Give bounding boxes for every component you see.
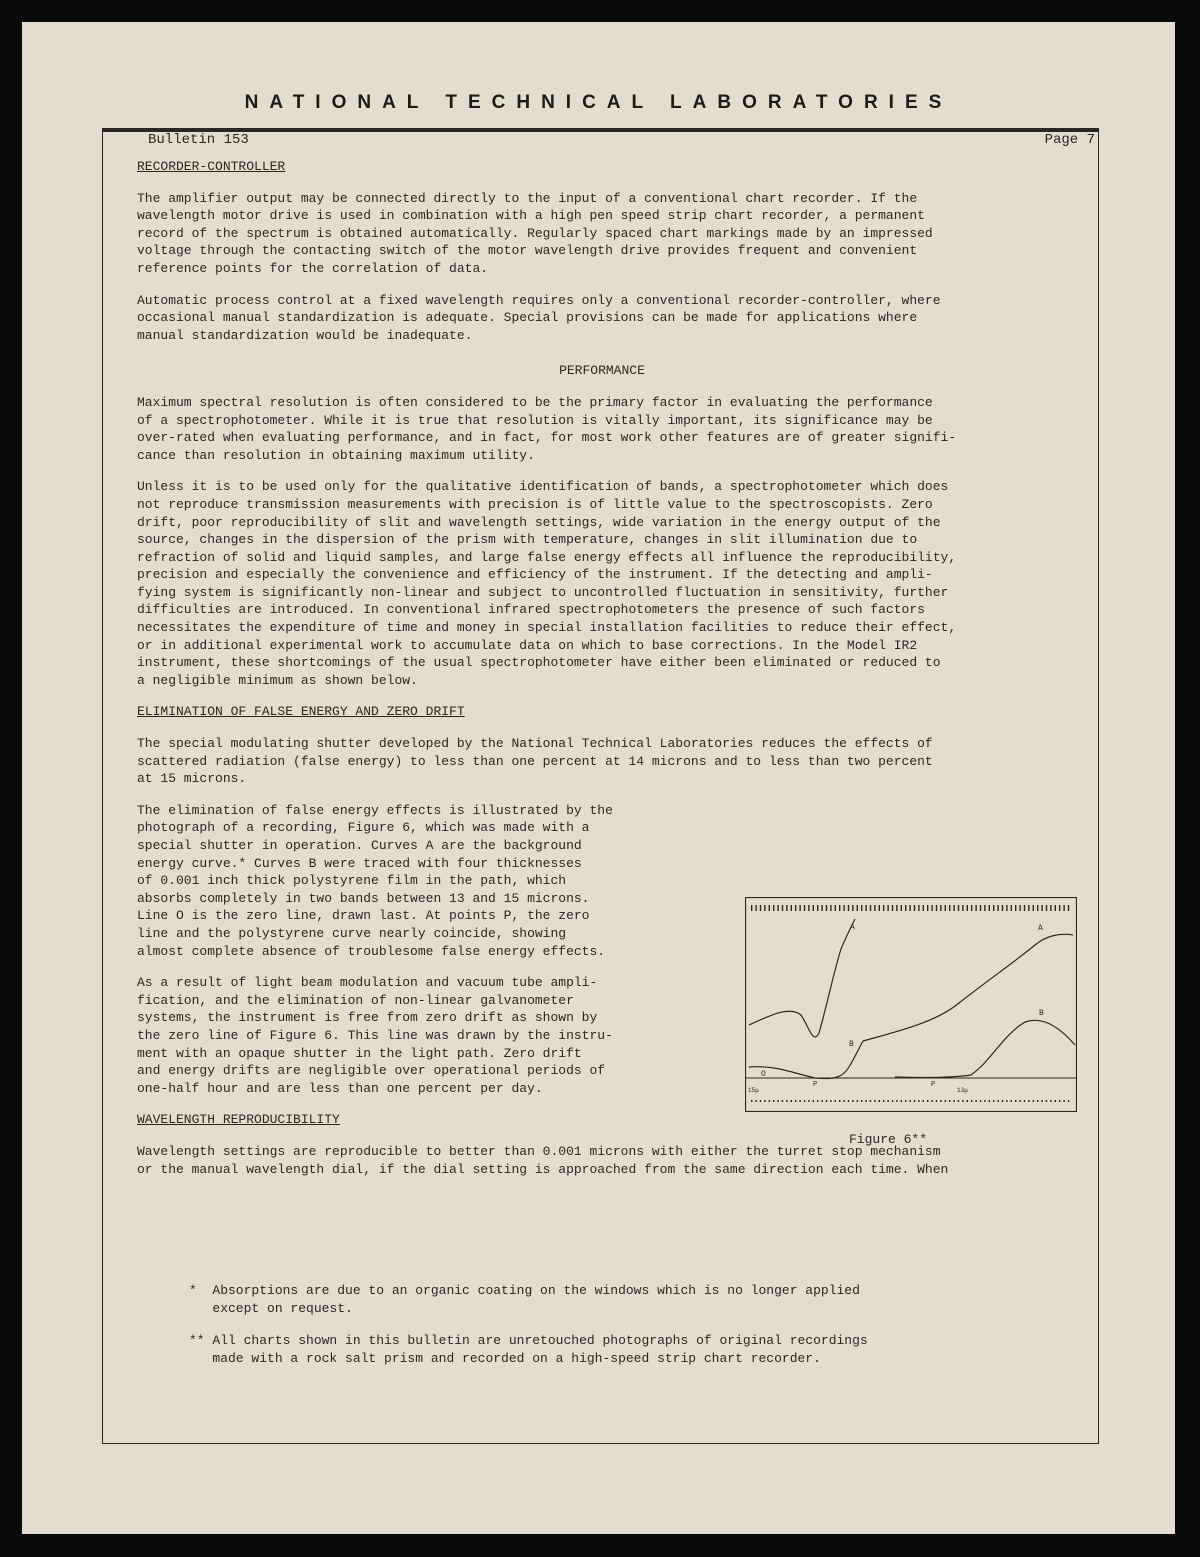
heading-elimination: ELIMINATION OF FALSE ENERGY AND ZERO DRIFT [137,704,465,720]
bulletin-number: Bulletin 153 [148,132,249,148]
paragraph: Maximum spectral resolution is often considered to be the primary factor in evaluating the performance of a spectrophotometer. While it is true that resolution is vitally important, its significance may be over-rated when evaluating performance, and in fact, for most work other features are of greater signifi- cance than resolution in obtaining maximum utility. [137,394,957,463]
figure-caption: Figure 6** [849,1132,928,1147]
paragraph: Wavelength settings are reproducible to better than 0.001 microns with either the turret stop mechanism or the manual wavelength dial, if the dial setting is approached from the same direction each time. When [137,1143,949,1177]
label-b2: B [1039,1009,1044,1018]
curve-a-right [863,934,1073,1041]
curve-b-left [749,1041,863,1079]
paragraph: The elimination of false energy effects is illustrated by the photograph of a recording, Figure 6, which was made with a special shutter in operation. Curves A are the background energy curve.* Curves B were traced with four thicknesses of 0.001 inch thick polystyrene film in the path, which absorbs completely in two bands between 13 and 15 microns. Line O is the zero line, drawn last. At points P, the zero line and the polystyrene curve nearly coincide, showing almost complete absence of troublesome false energy effects. [137,802,613,959]
footnote-2: ** All charts shown in this bulletin are unretouched photographs of original recordings made with a rock salt prism and recorded on a high-speed strip chart recorder. [189,1333,868,1366]
label-b1: B [849,1040,854,1049]
label-p2: P [931,1081,936,1089]
paragraph: As a result of light beam modulation and vacuum tube ampli- fication, and the elimination of non-linear galvanometer systems, the instrument is free from zero drift as shown by the zero line of Figure 6. This line was drawn by the instru- ment with an opaque shutter in the light path. Zero drift and energy drifts are negligible over operational periods of one-half hour and are less than one percent per day. [137,975,613,1096]
label-x-left: 15μ [748,1087,759,1094]
label-x-mid: 13μ [957,1087,968,1094]
figure-6 [745,897,1077,1117]
label-a2: A [1038,924,1043,933]
paragraph: Unless it is to be used only for the qualitative identification of bands, a spectrophotometer which does not reproduce transmission measurements with precision is of little value to the spectroscopists. Zero drift, poor reproducibility of slit and wavelength settings, wide variation in the energy output of the source, changes in the dispersion of the prism with temperature, changes in slit illumination due to refraction of solid and liquid samples, and large false energy effects all influence the reproducibility, precision and especially the convenience and efficiency of the instrument. If the detecting and ampli- fying system is significantly non-linear and subject to uncontrolled fluctuation in sensitivity, further difficulties are introduced. In conventional infrared spectrophotometers the presence of such factors necessitates the expenditure of time and money in special installation facilities to reduce their effect, or in additional experimental work to accumulate data on which to base corrections. In the Model IR2 instrument, these shortcomings of the usual spectrophotometer have either been eliminated or reduced to a negligible minimum as shown below. [137,479,957,688]
heading-performance: PERFORMANCE [559,363,645,379]
label-p1: P [813,1081,818,1089]
heading-recorder-controller: RECORDER-CONTROLLER [137,159,286,174]
letterhead: NATIONAL TECHNICAL LABORATORIES [244,92,953,113]
paragraph: The amplifier output may be connected directly to the input of a conventional chart recorder. If the wavelength motor drive is used in combination with a high pen speed strip chart recorder, a permanent record of the spectrum is obtained automatically. Regularly spaced chart markings made by an impressed voltage through the contacting switch of the motor wavelength drive provides frequent and convenient reference points for the correlation of data. [137,190,933,276]
figure-6-recording [745,897,1077,1112]
paragraph: Automatic process control at a fixed wavelength requires only a conventional recorder-controller, where occasional manual standardization is adequate. Special provisions can be made for applications where manual standardization would be inadequate. [137,292,941,343]
label-o: O [761,1070,766,1079]
paragraph: The special modulating shutter developed by the National Technical Laboratories reduces the effects of scattered radiation (false energy) to less than one percent at 14 microns and to less than two percent at 15 microns. [137,736,933,787]
label-a1: A [850,923,855,932]
heading-wavelength-reproducibility: WAVELENGTH REPRODUCIBILITY [137,1112,340,1128]
footnote-1: * Absorptions are due to an organic coating on the windows which is no longer applied except on request. [189,1283,860,1316]
curve-a [749,919,855,1037]
curve-b-right [895,1020,1075,1077]
page-number: Page 7 [1044,132,1095,148]
